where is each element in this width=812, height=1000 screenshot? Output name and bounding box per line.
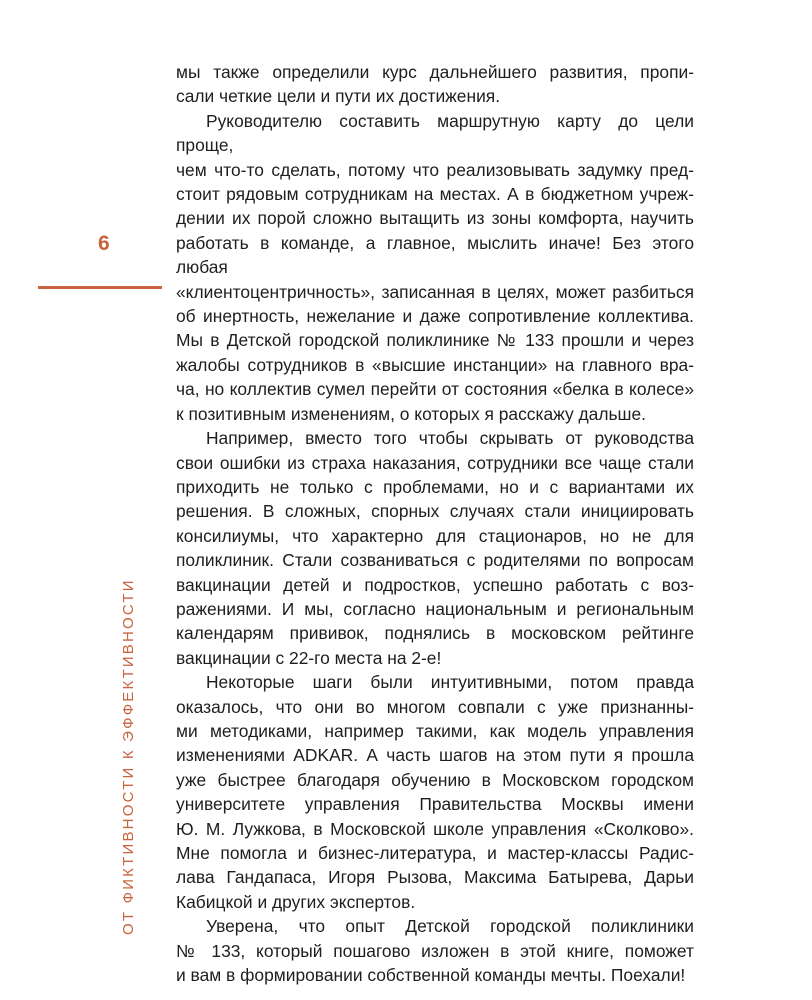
text-line: дении их порой сложно вытащить из зоны комфорта, научить (176, 208, 694, 229)
text-line: ражениями. И мы, согласно национальным и региональным (176, 598, 694, 619)
text-line: Ю. М. Лужкова, в Московской школе управления «Сколково». (176, 818, 694, 839)
text-line: Кабицкой и других экспертов. (176, 891, 416, 912)
text-line: мы также определили курс дальнейшего развития, пропи- (176, 62, 694, 82)
text-line: «клиентоцентричность», записанная в целях, может разбиться (176, 281, 694, 302)
text-line: Руководителю составить маршрутную карту до цели проще, (176, 110, 694, 156)
text-line: вакцинации детей и подростков, успешно работать с воз- (176, 574, 694, 595)
text-line: решения. В сложных, спорных случаях стали инициировать (176, 501, 694, 522)
running-title: ОТ ФИКТИВНОСТИ К ЭФФЕКТИВНОСТИ (120, 578, 137, 935)
text-line: чем что-то сделать, потому что реализовывать задумку пред- (176, 159, 694, 180)
page-number-rule (38, 286, 162, 289)
body-text (176, 60, 694, 987)
text-line: № 133, который пошагово изложен в этой книге, поможет (176, 940, 694, 961)
text-line: Например, вместо того чтобы скрывать от руководства (206, 428, 694, 449)
text-line: уже быстрее благодаря обучению в Московском городском (176, 769, 694, 790)
text-line: ча, но коллектив сумел перейти от состояния «белка в колесе» (176, 379, 694, 400)
text-line: вакцинации с 22-го места на 2-е! (176, 647, 442, 668)
text-line: университете управления Правительства Москвы имени (176, 794, 694, 815)
text-line: Мне помогла и бизнес-литература, и мастер-классы Радис- (176, 843, 694, 863)
text-line: консилиумы, что характерно для стационаров, но не для (176, 525, 694, 546)
text-line: лава Гандапаса, Игоря Рызова, Максима Батырева, Дарьи (176, 867, 694, 888)
text-line: свои ошибки из страха наказания, сотрудники все чаще стали (176, 452, 694, 473)
text-line: Уверена, что опыт Детской городской поликлиники (206, 916, 694, 937)
text-line: изменениями ADKAR. А часть шагов на этом пути я прошла (176, 745, 694, 766)
text-line: приходить не только с проблемами, но и с вариантами их (176, 476, 694, 497)
text-line: ми методиками, например такими, как модель управления (176, 720, 694, 741)
text-line: и вам в формировании собственной команды мечты. Поехали! (176, 965, 686, 986)
text-line: Мы в Детской городской поликлинике № 133 прошли и через (176, 330, 694, 351)
text-line: об инертность, нежелание и даже сопротивление коллектива. (176, 306, 694, 327)
text-line: календарям прививок, поднялись в московском рейтинге (176, 623, 694, 644)
text-line: оказалось, что они во многом совпали с уже признанны- (176, 696, 694, 717)
text-line: поликлиник. Стали созваниваться с родителями по вопросам (176, 550, 694, 571)
text-line: работать в команде, а главное, мыслить иначе! Без этого любая (176, 232, 694, 278)
text-line: сали четкие цели и пути их достижения. (176, 86, 501, 107)
text-line: жалобы сотрудников в «высшие инстанции» на главного вра- (176, 354, 694, 375)
text-line: Некоторые шаги были интуитивными, потом правда (206, 672, 694, 693)
page-number: 6 (98, 232, 110, 255)
text-line: к позитивным изменениям, о которых я расскажу дальше. (176, 403, 646, 424)
text-line: стоит рядовым сотрудникам на местах. А в бюджетном учреж- (176, 184, 694, 205)
